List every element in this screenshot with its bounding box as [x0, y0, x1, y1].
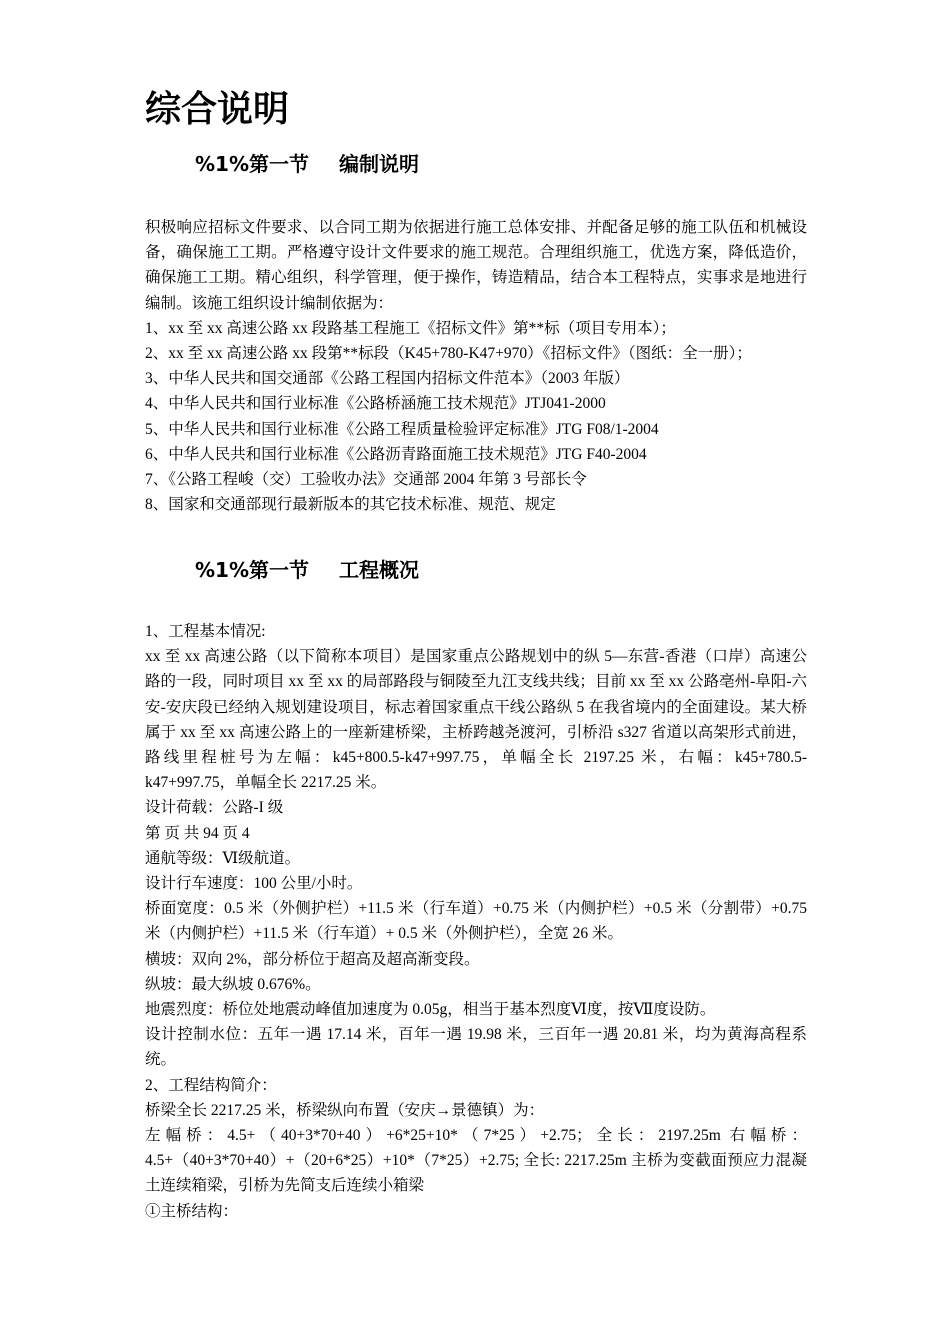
document-title: 综合说明	[145, 89, 290, 130]
section-name: 工程概况	[339, 558, 419, 582]
basis-item: 8、国家和交通部现行最新版本的其它技术标准、规范、规定	[145, 496, 556, 514]
overview-paragraph: ①主桥结构：	[145, 1202, 239, 1220]
basis-item: 7、《公路工程峻（交）工验收办法》交通部 2004 年第 3 号部长令	[145, 471, 587, 489]
overview-body	[145, 619, 807, 1224]
overview-paragraph: 纵坡：最大纵坡 0.676%。	[145, 975, 321, 993]
overview-paragraph: 桥梁全长 2217.25 米，桥梁纵向布置（安庆→景德镇）为：	[145, 1101, 545, 1119]
overview-paragraph: 设计控制水位：五年一遇 17.14 米，百年一遇 19.98 米，三百年一遇 20.81 米，均为黄海高程系统。	[145, 1026, 807, 1069]
basis-item: 6、中华人民共和国行业标准《公路沥青路面施工技术规范》JTG F40-2004	[145, 445, 647, 463]
basis-item: 5、中华人民共和国行业标准《公路工程质量检验评定标准》JTG F08/1-2004	[145, 420, 659, 438]
basis-item: 3、中华人民共和国交通部《公路工程国内招标文件范本》（2003 年版）	[145, 370, 630, 388]
overview-paragraph: 地震烈度：桥位处地震动峰值加速度为 0.05g，相当于基本烈度Ⅵ度，按Ⅶ度设防。	[145, 1001, 716, 1019]
overview-paragraph: 1、工程基本情况:	[145, 623, 266, 640]
section-number: %1%第一节	[195, 152, 309, 176]
overview-paragraph: 设计行车速度：100 公里/小时。	[145, 875, 363, 893]
overview-paragraph: 通航等级：Ⅵ级航道。	[145, 849, 301, 867]
compilation-intro: 积极响应招标文件要求、以合同工期为依据进行施工总体安排、并配备足够的施工队伍和机械设备，确保施工工期。严格遵守设计文件要求的施工规范。合理组织施工，优选方案，降低造价，确保施工工期。精心组织，科学管理，便于操作，铸造精品，结合本工程特点，实事求是地进行编制。该施工组织设计编制依据为：	[145, 219, 807, 312]
overview-paragraph: 2、工程结构简介：	[145, 1076, 277, 1094]
overview-paragraph: 左幅桥：4.5+（40+3*70+40）+6*25+10*（7*25）+2.75；全长：2197.25m 右幅桥：4.5+（40+3*70+40）+（20+6*25）+10*（7*25）+2.75; 全长: 2217.25m 主桥为变截面预应力混凝土连续箱梁，引桥为先简支后连续小箱梁	[145, 1127, 807, 1195]
basis-item: 2、xx 至 xx 高速公路 xx 段第**标段（K45+780-K47+970）《招标文件》（图纸：全一册）；	[145, 345, 752, 363]
basis-item: 1、xx 至 xx 高速公路 xx 段路基工程施工《招标文件》第**标（项目专用本）；	[145, 319, 676, 337]
section-name: 编制说明	[339, 152, 419, 176]
basis-item: 4、中华人民共和国行业标准《公路桥涵施工技术规范》JTJ041-2000	[145, 395, 606, 413]
section-heading-compilation	[195, 150, 419, 178]
section-heading-overview	[195, 556, 419, 584]
overview-paragraph: 横坡：双向 2%，部分桥位于超高及超高渐变段。	[145, 950, 480, 968]
compilation-body	[145, 215, 807, 517]
overview-paragraph: xx 至 xx 高速公路（以下简称本项目）是国家重点公路规划中的纵 5—东营-香港（口岸）高速公路的一段，同时项目 xx 至 xx 的局部路段与铜陵至九江支线共线；目前 xx 至 xx 公路亳州-阜阳-六安-安庆段已经纳入规划建设项目，标志着国家重点干线公路纵 5 在我省境内的全面建设。某大桥属于 xx 至 xx 高速公路上的一座新建桥梁，主桥跨越尧渡河，引桥沿 s327 省道以高架形式前进，路线里程桩号为左幅：k45+800.5-k47+997.75，单幅全长 2197.25 米，右幅：k45+780.5-k47+997.75，单幅全长 2217.25 米。	[145, 648, 807, 792]
section-number: %1%第一节	[195, 558, 309, 582]
overview-paragraph: 设计荷载：公路-I 级	[145, 799, 284, 817]
page-footer-text: 第 页 共 94 页 4	[145, 824, 250, 842]
overview-paragraph: 桥面宽度：0.5 米（外侧护栏）+11.5 米（行车道）+0.75 米（内侧护栏）+0.5 米（分割带）+0.75 米（内侧护栏）+11.5 米（行车道）+ 0.5 米（外侧护栏），全宽 26 米。	[145, 900, 807, 943]
